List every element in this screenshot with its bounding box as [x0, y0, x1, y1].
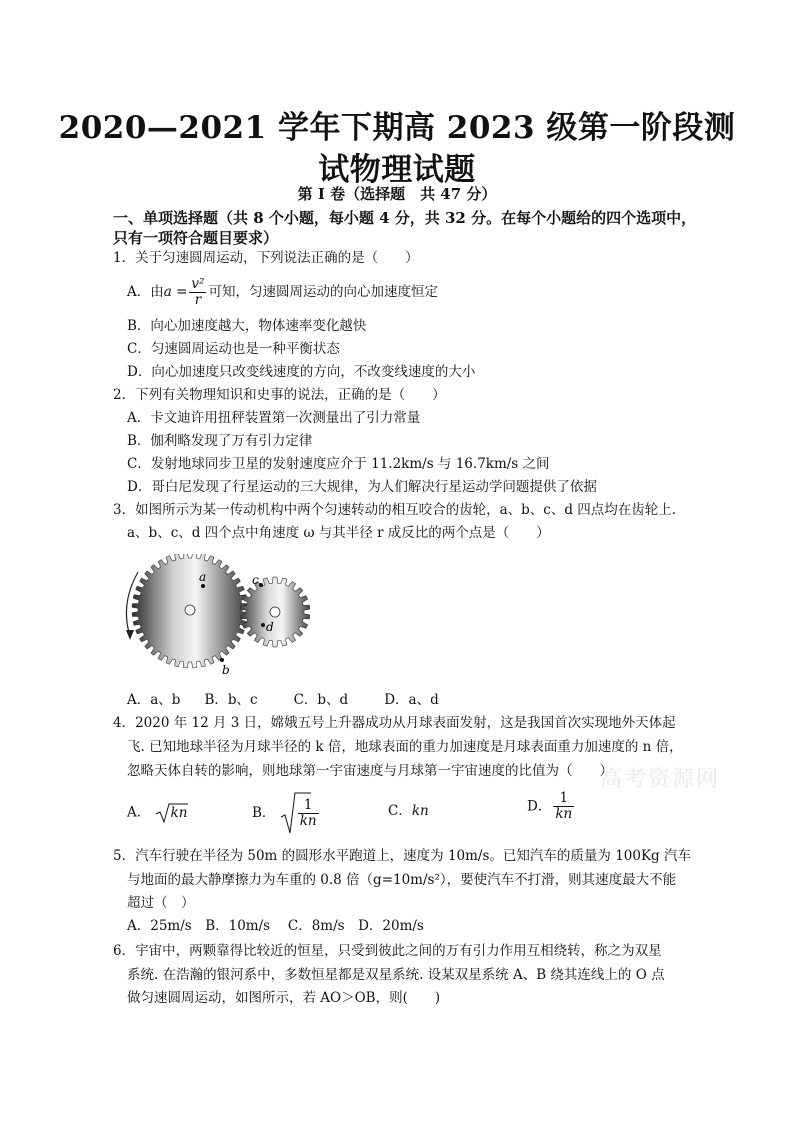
- q6-stem-line1: 6．宇宙中，两颗靠得比较近的恒星，只受到彼此之间的万有引力作用互相绕转，称之为双星: [113, 943, 662, 959]
- q4-option-a-label: A．: [127, 804, 151, 821]
- q1-option-a-text: 可知，匀速圆周运动的向心加速度恒定: [208, 284, 438, 300]
- q4-stem-line2: 飞. 已知地球半径为月球半径的 k 倍，地球表面的重力加速度是月球表面重力加速度的 n 倍，: [127, 739, 683, 755]
- q3-option-a: A．a、b: [127, 692, 181, 708]
- q4-stem-line3: 忽略天体自转的影响，则地球第一宇宙速度与月球第一宇宙速度的比值为（ ）: [127, 763, 613, 779]
- q3-option-d: D．a、d: [384, 692, 439, 708]
- q5-stem-line3: 超过（ ）: [127, 895, 195, 911]
- label-a: a: [199, 570, 207, 584]
- q4-option-d: [527, 791, 576, 822]
- q4-option-c-label: C．: [388, 803, 412, 819]
- q1-option-c: C．匀速圆周运动也是一种平衡状态: [127, 341, 340, 357]
- q2-option-b: B．伽利略发现了万有引力定律: [127, 433, 313, 449]
- q4-option-a-expr: kn: [170, 804, 188, 821]
- q3-stem-line1: 3．如图所示为某一传动机构中两个匀速转动的相互咬合的齿轮，a、b、c、d 四点均在齿轮上.: [113, 502, 677, 518]
- q1-option-a-prefix: A．由: [127, 284, 164, 300]
- q1-option-b: B．向心加速度越大，物体速率变化越快: [127, 318, 367, 334]
- q1-formula-denominator: r: [194, 292, 202, 308]
- q4-stem-line1: 4．2020 年 12 月 3 日，嫦娥五号上升器成功从月球表面发射，这是我国首次实现地外天体起: [113, 715, 676, 731]
- q4-option-d-label: D．: [527, 798, 552, 815]
- q5-options: A．25m/s B．10m/s C．8m/s D．20m/s: [127, 918, 424, 934]
- q1-formula-fraction: [189, 277, 206, 308]
- q4-option-b-label: B．: [252, 805, 276, 821]
- q5-stem-line2: 与地面的最大静摩擦力为车重的 0.8 倍（g=10m/s²），要使汽车不打滑，则其速度最大不能: [127, 872, 677, 888]
- q2-stem: 2．下列有关物理知识和史事的说法，正确的是（ ）: [113, 387, 446, 403]
- point-d: [261, 623, 265, 627]
- label-c: c: [252, 573, 259, 587]
- section-subtitle: 第 Ⅰ 卷（选择题 共 47 分）: [297, 185, 497, 203]
- point-b: [220, 658, 224, 662]
- q4-option-b: [252, 791, 321, 835]
- label-b: b: [222, 663, 230, 677]
- q4-option-b-denominator: kn: [299, 812, 317, 829]
- small-gear-hub: [270, 607, 280, 617]
- big-gear-hub: [185, 605, 195, 615]
- q4-option-d-fraction: [553, 791, 574, 822]
- q6-stem-line2: 系统. 在浩瀚的银河系中，多数恒星都是双星系统. 设某双星系统 A、B 绕其连线上的 O 点: [127, 967, 665, 983]
- q2-option-c: C．发射地球同步卫星的发射速度应介于 11.2km/s 与 16.7km/s 之间: [127, 456, 550, 472]
- watermark: 高考资源网: [600, 767, 721, 792]
- q1-option-a: [127, 272, 438, 312]
- point-a: [201, 584, 205, 588]
- q2-option-d: D．哥白尼发现了行星运动的三大规律，为人们解决行星运动学问题提供了依据: [127, 479, 597, 495]
- rotation-arrowhead-icon: [126, 630, 134, 640]
- q1-formula-numerator: v²: [191, 276, 205, 292]
- q3-options: [127, 691, 439, 709]
- q2-option-a: A．卡文迪许用扭秤装置第一次测量出了引力常量: [127, 410, 421, 426]
- q6-stem-line3: 做匀速圆周运动，如图所示，若 AO＞OB，则( ): [127, 990, 441, 1006]
- q1-formula-lhs: a =: [163, 284, 188, 300]
- q4-option-a: [127, 802, 187, 824]
- point-c: [259, 583, 263, 587]
- q4-option-b-numerator: 1: [298, 798, 319, 814]
- q4-option-c: [388, 802, 429, 820]
- q5-stem-line1: 5．汽车行驶在半径为 50m 的圆形水平跑道上，速度为 10m/s。已知汽车的质量为 100Kg 汽车: [113, 848, 691, 864]
- q3-stem-line2: a、b、c、d 四个点中角速度 ω 与其半径 r 成反比的两个点是（ ）: [127, 525, 550, 541]
- label-d: d: [266, 620, 274, 634]
- q4-option-d-numerator: 1: [553, 791, 574, 807]
- q3-option-c: C．b、d: [293, 692, 349, 708]
- exam-title-line1: 2020—2021 学年下期高 2023 级第一阶段测: [58, 110, 736, 146]
- q4-option-b-fraction: [298, 798, 319, 829]
- exam-title-line2: 试物理试题: [318, 152, 476, 188]
- q4-option-d-denominator: kn: [555, 806, 573, 822]
- q4-option-c-expr: kn: [411, 803, 429, 819]
- section-heading: 一、单项选择题（共 8 个小题，每小题 4 分，共 32 分。在每个小题给的四个选项中， 只有一项符合题目要求）: [113, 209, 704, 247]
- q1-option-d: D．向心加速度只改变线速度的方向，不改变线速度的大小: [127, 364, 476, 380]
- gear-diagram: [118, 554, 318, 679]
- q1-stem: 1．关于匀速圆周运动，下列说法正确的是（ ）: [113, 250, 419, 266]
- q3-option-b: B．b、c: [204, 692, 258, 708]
